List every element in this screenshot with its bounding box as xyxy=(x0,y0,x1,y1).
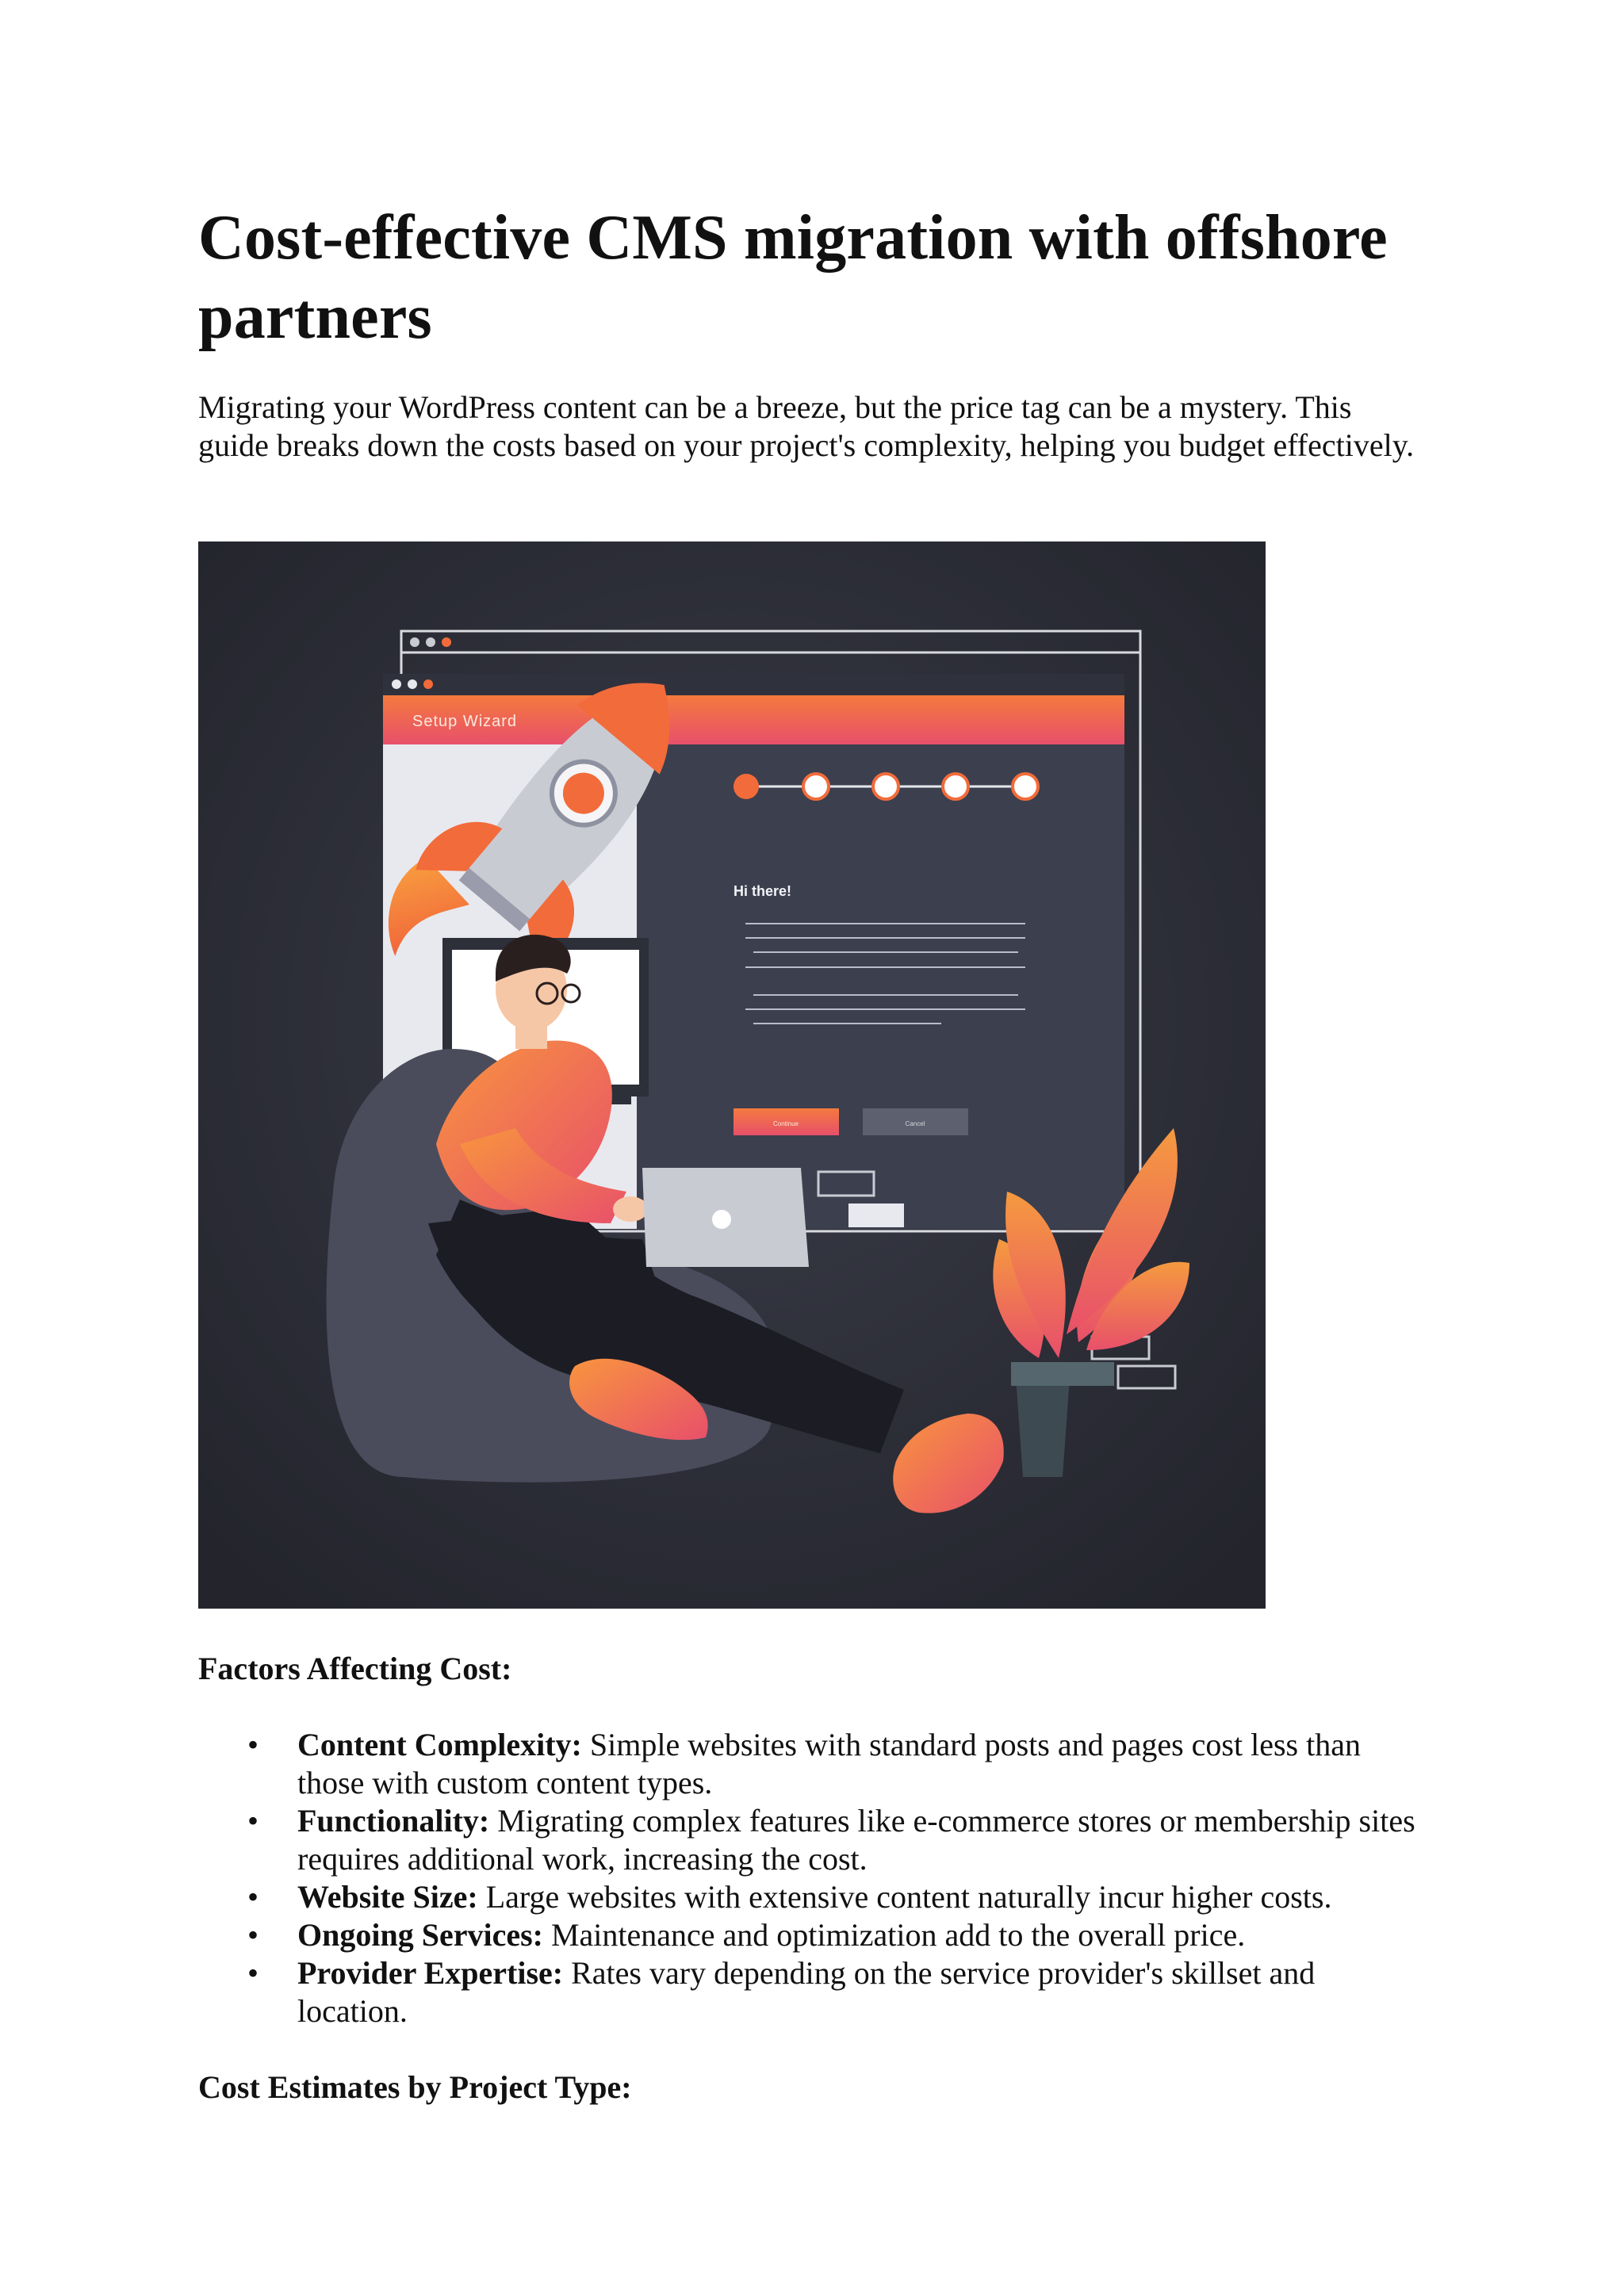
factor-text: Large websites with extensive content naturally incur higher costs. xyxy=(477,1879,1332,1915)
wizard-continue-label: Continue xyxy=(772,1120,799,1127)
article-intro: Migrating your WordPress content can be a breeze, but the price tag can be a mystery. This guide breaks down the costs based on your project's complexity, helping you budget effectively. xyxy=(198,389,1415,463)
factor-term: Provider Expertise: xyxy=(297,1955,564,1991)
article-title: Cost-effective CMS migration with offshore partners xyxy=(198,203,1388,352)
factor-text: Migrating complex features like e-commerce stores or membership sites requires additional work, increasing the cost. xyxy=(297,1803,1415,1877)
wizard-greeting: Hi there! xyxy=(733,883,792,899)
list-item xyxy=(198,1726,1419,1802)
factor-text: Maintenance and optimization add to the overall price. xyxy=(542,1917,1246,1953)
laptop-icon xyxy=(642,1168,809,1267)
article xyxy=(198,198,1435,465)
factor-term: Functionality: xyxy=(297,1803,490,1839)
factor-term: Content Complexity: xyxy=(297,1727,582,1762)
list-item xyxy=(198,1954,1419,2030)
cost-estimates-heading: Cost Estimates by Project Type: xyxy=(198,2069,632,2105)
hero-illustration xyxy=(198,541,1266,1609)
factor-term: Website Size: xyxy=(297,1879,478,1915)
wizard-title: Setup Wizard xyxy=(412,713,518,730)
wizard-cancel-label: Cancel xyxy=(905,1120,925,1127)
list-item xyxy=(198,1916,1419,1954)
factor-text: Rates vary depending on the service provider's skillset and location. xyxy=(297,1955,1316,2029)
factor-term: Ongoing Services: xyxy=(297,1917,543,1953)
factors-list xyxy=(198,1726,1419,2030)
factor-text: Simple websites with standard posts and pages cost less than those with custom content types. xyxy=(297,1727,1361,1800)
list-item xyxy=(198,1878,1419,1916)
list-item xyxy=(198,1802,1419,1878)
factors-heading: Factors Affecting Cost: xyxy=(198,1651,512,1686)
